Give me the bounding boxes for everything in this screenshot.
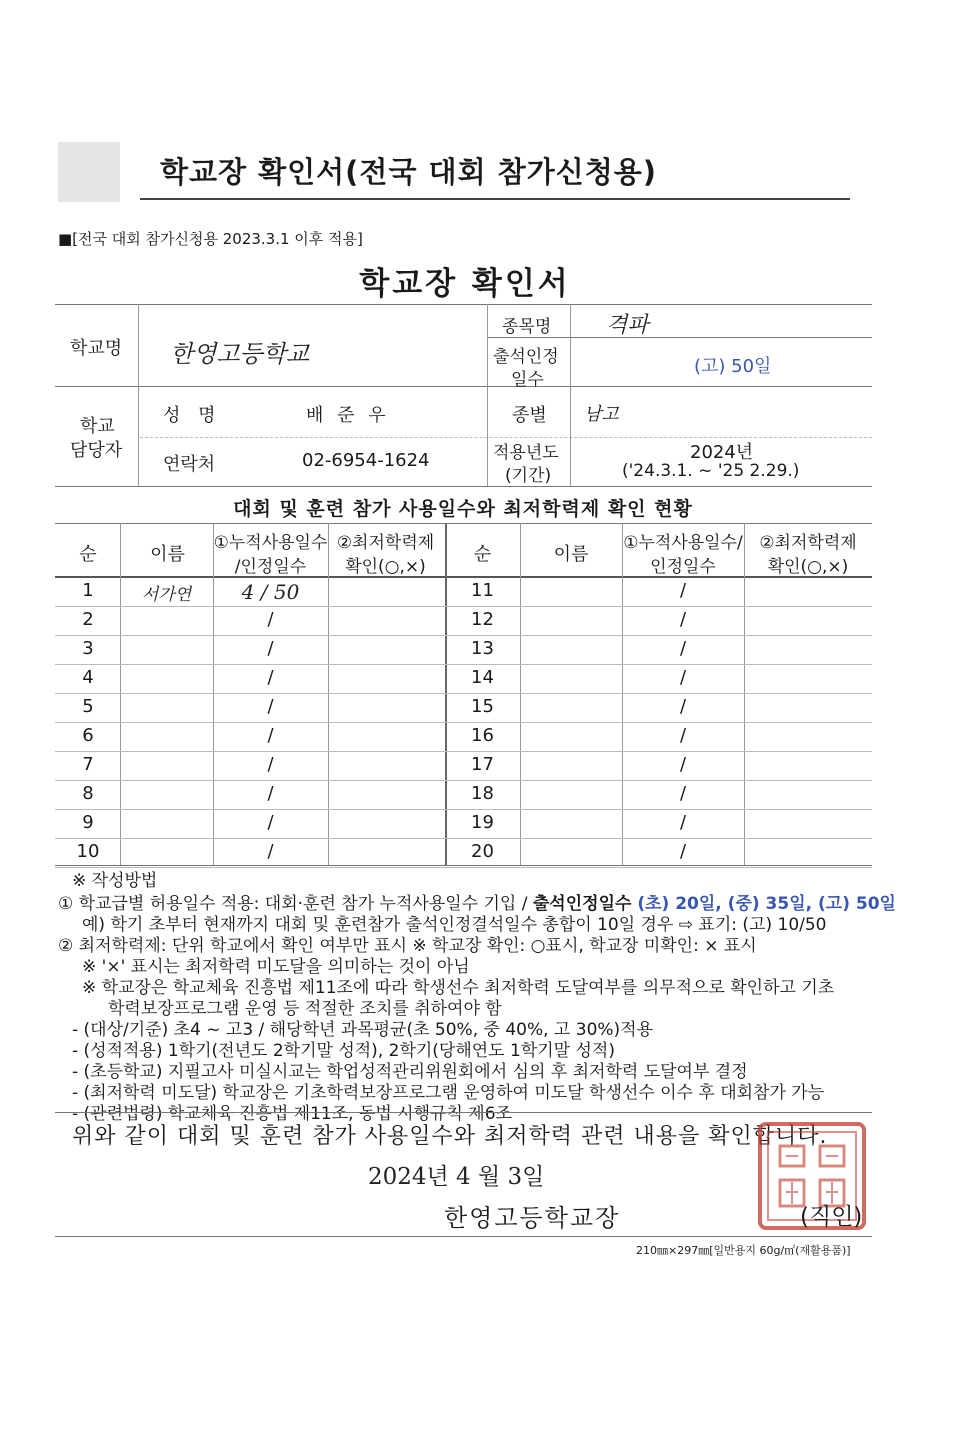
table-cell-no_r: 20: [471, 841, 494, 862]
page-title: 학교장 확인서(전국 대회 참가신청용): [160, 155, 658, 189]
header-days-1: ①누적사용일수: [213, 533, 328, 553]
table-cell-no: 7: [82, 754, 94, 775]
contact-value: 02-6954-1624: [302, 450, 430, 471]
guide-line-8: - (성적적용) 1학기(전년도 2학기말 성적), 2학기(당해연도 1학기말 성적): [72, 1041, 615, 1061]
table-bottom-line: [55, 865, 872, 866]
scan-artifact: [58, 142, 120, 202]
table-cell-no: 3: [82, 638, 94, 659]
table-cell-no_r: 18: [471, 783, 494, 804]
header-min-1: ②최저학력제: [336, 533, 435, 553]
sport-value: 격파: [606, 313, 649, 338]
guide-line-11: - (관련법령) 학교체육 진흥법 제11조, 동법 시행규칙 제6조: [72, 1104, 512, 1124]
table-cell-days_r: /: [679, 754, 687, 775]
header-name-right: 이름: [553, 544, 589, 565]
table-cell-no: 10: [76, 841, 100, 862]
manager-label-2: 담당자: [70, 440, 123, 461]
table-cell-no: 1: [82, 580, 94, 601]
table-cell-days: /: [267, 754, 274, 775]
info-mid-line: [55, 386, 872, 387]
guide-line-10: - (최저학력 미도달) 학교장은 기초학력보장프로그램 운영하여 미도달 학생선수 이수 후 대회참가 가능: [72, 1083, 825, 1103]
table-cell-days_r: /: [679, 667, 687, 688]
guide-line-1b: 출석인정일수: [532, 894, 632, 914]
confirm-statement: 위와 같이 대회 및 훈련 참가 사용일수와 최저학력 관련 내용을 확인합니다.: [72, 1124, 828, 1149]
table-cell-days_r: /: [679, 841, 687, 862]
table-cell-days_r: /: [679, 696, 687, 717]
contact-label: 연락처: [163, 454, 216, 475]
form-version-tag: ■[전국 대회 참가신청용 2023.3.1 이후 적용]: [58, 230, 363, 248]
year-label-1: 적용년도: [493, 443, 559, 463]
table-cell-no: 6: [82, 725, 94, 746]
table-row-line: [55, 722, 872, 723]
table-row-line: [55, 867, 872, 868]
guide-line-2: 예) 학기 초부터 현재까지 대회 및 훈련참가 출석인정결석일수 총합이 10일 경우 ⇨ 표기: (고) 10/50: [82, 915, 827, 935]
guide-line-1a: ① 학교급별 허용일수 적용: 대회·훈련 참가 누적사용일수 기입 /: [58, 894, 533, 914]
table-cell-days_r: /: [679, 609, 687, 630]
seal-label: (직인): [800, 1204, 863, 1230]
table-cell-name: 서가연: [141, 585, 192, 605]
info-top-line: [55, 304, 872, 305]
attend-label-2: 일수: [511, 370, 544, 390]
header-name: 이름: [150, 544, 185, 565]
table-cell-no_r: 11: [471, 580, 494, 601]
info-vline-3: [570, 304, 571, 486]
table-cell-days_r: /: [679, 812, 687, 833]
table-cell-days_r: /: [679, 783, 687, 804]
table-cell-no_r: 12: [471, 609, 494, 630]
table-cell-no_r: 14: [471, 667, 494, 688]
table-cell-no: 5: [82, 696, 94, 717]
attend-label-1: 출석인정: [493, 347, 559, 367]
guide-line-7: - (대상/기준) 초4 ~ 고3 / 해당학년 과목평균(초 50%, 중 40%, 고 30%)적용: [72, 1020, 654, 1040]
table-top-line: [55, 523, 872, 524]
table-cell-days: /: [267, 609, 274, 630]
table-cell-no_r: 16: [471, 725, 494, 746]
table-cell-no: 8: [82, 783, 94, 804]
header-min-right-2: 확인(○,×): [767, 557, 849, 577]
header-days-2: /인정일수: [234, 557, 307, 577]
table-vline-1: [120, 523, 121, 865]
info-vline-1: [138, 304, 139, 486]
form-title: 학교장 확인서: [359, 266, 571, 302]
header-days-right-2: 인정일수: [650, 557, 716, 577]
table-cell-no: 2: [82, 609, 94, 630]
gender-value: 남고: [584, 404, 619, 425]
attend-value: (고) 50일: [694, 356, 772, 377]
year-value: 2024년: [690, 442, 754, 463]
guide-title: ※ 작성방법: [72, 871, 158, 891]
table-cell-days_r: /: [679, 638, 687, 659]
table-cell-days: /: [267, 696, 274, 717]
name-label: 성 명: [163, 405, 222, 426]
table-cell-days: /: [267, 812, 274, 833]
table-row-line: [55, 693, 872, 694]
guide-line-4: ※ '×' 표시는 최저학력 미도달을 의미하는 것이 아님: [82, 957, 470, 977]
name-value: 배 준 우: [306, 405, 390, 426]
confirm-date: 2024년 4 월 3일: [368, 1164, 545, 1190]
table-cell-days_r: /: [679, 580, 687, 601]
school-value: 한영고등학교: [170, 340, 310, 368]
guide-line-5: ※ 학교장은 학교체육 진흥법 제11조에 따라 학생선수 최저학력 도달여부를 의무적으로 확인하고 기초: [82, 978, 835, 998]
table-row-line: [55, 664, 872, 665]
table-vline-4: [520, 523, 521, 865]
school-label: 학교명: [70, 338, 123, 359]
table-row-line: [55, 635, 872, 636]
table-cell-no_r: 15: [471, 696, 494, 717]
header-days-right-1: ①누적사용일수/: [623, 533, 743, 553]
info-vline-2: [487, 304, 488, 486]
sport-label: 종목명: [502, 317, 552, 337]
table-row-line: [55, 606, 872, 607]
guide-line-1c: (초) 20일, (중) 35일, (고) 50일: [631, 894, 896, 914]
table-cell-no: 9: [82, 812, 94, 833]
header-min-right-1: ②최저학력제: [759, 533, 857, 553]
info-sport-line: [487, 337, 872, 338]
table-cell-days_r: /: [679, 725, 687, 746]
table-cell-no_r: 17: [471, 754, 494, 775]
table-cell-no_r: 19: [471, 812, 494, 833]
header-min-2: 확인(○,×): [345, 557, 426, 577]
table-cell-days: /: [267, 783, 274, 804]
table-cell-no: 4: [82, 667, 94, 688]
footer-bottom-line: [55, 1236, 872, 1237]
table-cell-days: /: [267, 667, 274, 688]
table-cell-days: 4 / 50: [241, 580, 300, 604]
table-cell-no_r: 13: [471, 638, 494, 659]
table-cell-days: /: [267, 725, 274, 746]
manager-label-1: 학교: [80, 416, 115, 437]
footer-top-line: [55, 1112, 872, 1113]
guide-line-3: ② 최저학력제: 단위 학교에서 확인 여부만 표시 ※ 학교장 확인: ○표시, 학교장 미확인: × 표시: [58, 936, 757, 956]
table-cell-days: /: [267, 841, 274, 862]
section-title: 대회 및 훈련 참가 사용일수와 최저학력제 확인 현황: [233, 498, 693, 520]
header-no-right: 순: [473, 544, 492, 565]
table-row-line: [55, 809, 872, 810]
table-cell-days: /: [267, 638, 274, 659]
table-vline-6: [744, 523, 745, 865]
header-no: 순: [79, 544, 97, 565]
principal-name: 한영고등학교장: [444, 1204, 621, 1232]
table-vline-3: [328, 523, 329, 865]
year-label-2: (기간): [505, 466, 552, 486]
table-row-line: [55, 838, 872, 839]
guide-line-6: 학력보장프로그램 운영 등 적절한 조치를 취하여야 함: [108, 999, 502, 1019]
gender-label: 종별: [512, 405, 547, 426]
table-row-line: [55, 780, 872, 781]
title-underline: [140, 198, 850, 200]
guide-line-9: - (초등학교) 지필고사 미실시교는 학업성적관리위원회에서 심의 후 최저학력 도달여부 결정: [72, 1062, 748, 1082]
period-value: ('24.3.1. ~ '25 2.29.): [622, 461, 800, 481]
paper-spec: 210㎜×297㎜[일반용지 60g/㎡(재활용품)]: [636, 1244, 851, 1257]
info-bottom-line: [55, 486, 872, 487]
table-header-line: [55, 576, 872, 578]
table-row-line: [55, 751, 872, 752]
